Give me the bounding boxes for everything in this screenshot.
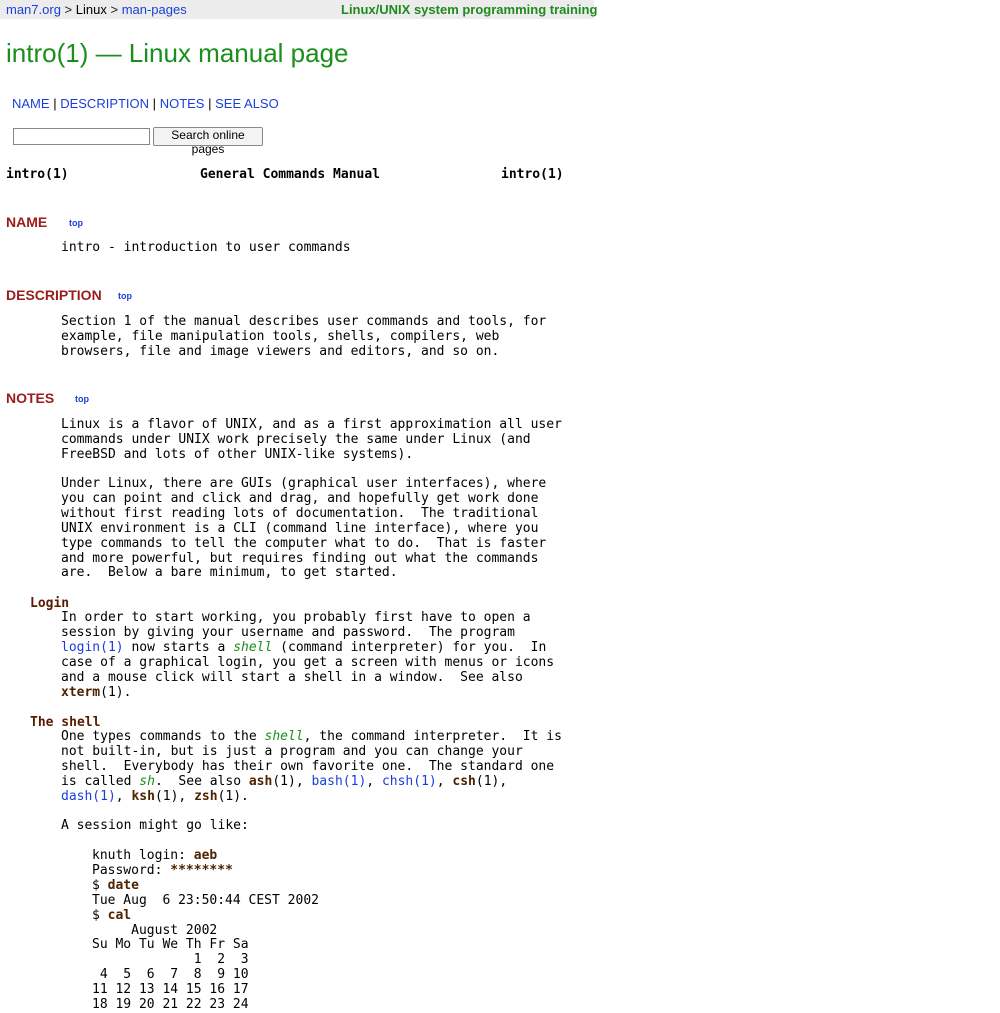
login-man-link[interactable]: login(1) xyxy=(61,639,124,655)
login-text: In order to start working, you probably first have to open a session by giving your username and password. The program login(1) now starts a shell (command interpreter) for you. In case of a graphical login, you get a screen with menus or icons and a mouse click will start a shell in a window. See also xterm(1). xyxy=(61,610,555,700)
nav-seealso-link[interactable]: SEE ALSO xyxy=(215,96,279,111)
nav-description-link[interactable]: DESCRIPTION xyxy=(60,96,150,111)
subsection-shell: The shell xyxy=(30,715,101,730)
chsh-man-link[interactable]: chsh(1) xyxy=(381,773,437,789)
subsection-login: Login xyxy=(30,596,70,611)
breadcrumb-linux: Linux xyxy=(75,2,107,17)
dash-man-link[interactable]: dash(1) xyxy=(61,788,116,804)
search-button[interactable]: Search online pages xyxy=(153,127,263,146)
description-text: Section 1 of the manual describes user commands and tools, for example, file manipulation tools, shells, compilers, web browsers, file and image viewers and editors, and so on. xyxy=(61,314,547,359)
top-link[interactable]: top xyxy=(69,218,83,228)
section-heading-notes: NOTES xyxy=(6,390,55,406)
training-link[interactable]: Linux/UNIX system programming training xyxy=(341,2,598,17)
nav-name-link[interactable]: NAME xyxy=(12,96,50,111)
notes-paragraph-1: Linux is a flavor of UNIX, and as a first approximation all user commands under UNIX work precisely the same under Linux (and FreeBSD and lots of other UNIX-like systems). xyxy=(61,417,562,462)
breadcrumb xyxy=(6,2,187,17)
header-center: General Commands Manual xyxy=(200,167,381,182)
nav-separator: | xyxy=(152,96,157,111)
session-example: knuth login: aeb Password: ******** $ date Tue Aug 6 23:50:44 CEST 2002 $ cal August 2002 Su Mo Tu We Th Fr Sa 1 2 3 4 5 6 7 8 9 10 11 12 13 14 15 16 17 18 19 20 21 22 23 24 xyxy=(92,848,319,1013)
calendar-output: August 2002 Su Mo Tu We Th Fr Sa 1 2 3 4 5 6 7 8 9 10 11 12 13 14 15 16 17 18 19 20 21 22 23 24 xyxy=(92,922,249,1013)
notes-paragraph-2: Under Linux, there are GUIs (graphical user interfaces), where you can point and click and drag, and hopefully get work done without first reading lots of documentation. The traditional UNIX environment is a CLI (command line interface), where you type commands to tell the computer what to do. That is faster and more powerful, but requires finding out what the commands are. Below a bare minimum, to get started. xyxy=(61,476,547,581)
section-heading-description: DESCRIPTION xyxy=(6,287,102,303)
page-title: intro(1) — Linux manual page xyxy=(6,38,349,68)
breadcrumb-manpages-link[interactable]: man-pages xyxy=(121,2,187,17)
nav-separator: | xyxy=(208,96,212,111)
section-nav xyxy=(12,96,279,111)
session-intro: A session might go like: xyxy=(61,818,249,833)
breadcrumb-site-link[interactable]: man7.org xyxy=(6,2,61,17)
breadcrumb-separator: > xyxy=(110,2,119,17)
section-heading-name: NAME xyxy=(6,214,48,230)
top-link[interactable]: top xyxy=(75,394,89,404)
header-left: intro(1) xyxy=(6,167,69,182)
bash-man-link[interactable]: bash(1) xyxy=(311,773,367,789)
breadcrumb-separator: > xyxy=(64,2,73,17)
nav-separator: | xyxy=(53,96,57,111)
top-link[interactable]: top xyxy=(118,291,132,301)
search-input[interactable] xyxy=(13,128,150,145)
top-bar xyxy=(0,0,598,19)
header-right: intro(1) xyxy=(501,167,564,182)
nav-notes-link[interactable]: NOTES xyxy=(159,96,205,111)
shell-text: One types commands to the shell, the command interpreter. It is not built-in, but is just a program and you can change your shell. Everybody has their own favorite one. The standard one is called sh. See also ash(1), bash(1), chsh(1), csh(1), dash(1), ksh(1), zsh(1). xyxy=(61,729,562,804)
name-text: intro - introduction to user commands xyxy=(61,240,351,255)
